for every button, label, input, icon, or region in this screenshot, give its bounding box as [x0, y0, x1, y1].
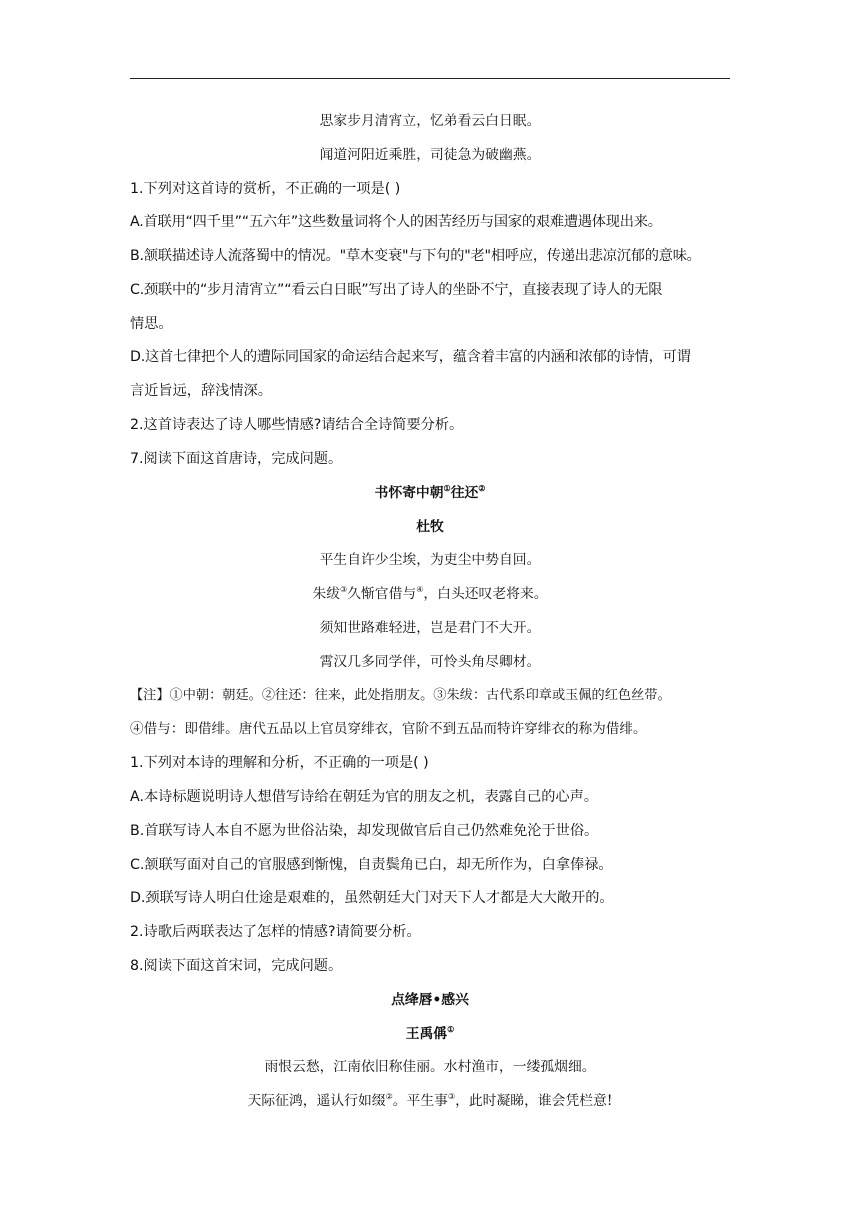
footnote-mark: ③: [447, 1092, 456, 1101]
option-b: B.颔联描述诗人流落蜀中的情况。"草木变衰"与下句的"老"相呼应，传递出悲凉沉郁的意味。: [130, 248, 701, 264]
poem-title: 书怀寄中朝①往还②: [374, 483, 486, 501]
annotation: 【注】①中朝：朝廷。②往还：往来，此处指朋友。③朱绂：古代系印章或玉佩的红色丝带。: [130, 688, 671, 703]
option-c: C.颔联写面对自己的官服感到惭愧，自责鬓角已白，却无所作为，白拿俸禄。: [130, 857, 613, 873]
footnote-mark: ④: [416, 585, 424, 594]
question-heading: 8.阅读下面这首宋词，完成问题。: [130, 958, 343, 974]
poem-line: 平生自许少尘埃，为吏尘中势自回。: [319, 552, 541, 568]
footnote-mark: ③: [340, 585, 348, 594]
option-d-cont: 言近旨远，辞浅情深。: [130, 383, 272, 399]
question-stem: 1.下列对本诗的理解和分析，不正确的一项是( ): [130, 755, 429, 771]
option-c-cont: 情思。: [130, 316, 173, 332]
question-stem: 2.诗歌后两联表达了怎样的情感?请简要分析。: [130, 924, 421, 940]
footnote-mark: ②: [478, 483, 486, 493]
poem-title: 点绛唇•感兴: [391, 992, 469, 1008]
poem-line: 天际征鸿，遥认行如缀②。平生事③，此时凝睇，谁会凭栏意!: [247, 1092, 613, 1109]
question-stem: 2.这首诗表达了诗人哪些情感?请结合全诗简要分析。: [130, 417, 464, 433]
question-stem: 1.下列对这首诗的赏析，不正确的一项是( ): [130, 181, 401, 197]
poem-author: 王禹偁①: [405, 1024, 455, 1042]
option-a: A.本诗标题说明诗人想借写诗给在朝廷为官的朋友之机，表露自己的心声。: [130, 789, 598, 805]
option-c: C.颈联中的“步月清宵立”“看云白日眠”写出了诗人的坐卧不宁，直接表现了诗人的无限: [130, 282, 663, 298]
poem-line: 思家步月清宵立，忆弟看云白日眠。: [319, 113, 541, 129]
poem-line: 须知世路难轻进，岂是君门不大开。: [319, 620, 541, 636]
header-rule: [130, 78, 730, 79]
option-d: D.这首七律把个人的遭际同国家的命运结合起来写，蕴含着丰富的内涵和浓郁的诗情，可谓: [130, 349, 691, 365]
poem-line: 朱绂③久惭官借与④，白头还叹老将来。: [312, 585, 548, 602]
annotation: ④借与：即借绯。唐代五品以上官员穿绯衣，官阶不到五品而特许穿绯衣的称为借绯。: [130, 721, 647, 737]
footnote-mark: ②: [385, 1092, 393, 1101]
poem-line: 闻道河阳近乘胜，司徒急为破幽燕。: [319, 147, 541, 163]
footnote-mark: ①: [447, 1024, 455, 1034]
option-a: A.首联用“四千里”“五六年”这些数量词将个人的困苦经历与国家的艰难遭遇体现出来。: [130, 214, 662, 230]
question-heading: 7.阅读下面这首唐诗，完成问题。: [130, 451, 343, 467]
poem-author: 杜牧: [416, 519, 444, 535]
poem-line: 霄汉几多同学伴，可怜头角尽卿材。: [319, 654, 541, 670]
option-d: D.颈联写诗人明白仕途是艰难的，虽然朝廷大门对天下人才都是大大敞开的。: [130, 890, 614, 906]
footnote-mark: ①: [443, 483, 451, 493]
poem-line: 雨恨云愁，江南依旧称佳丽。水村渔市，一缕孤烟细。: [264, 1059, 596, 1075]
option-b: B.首联写诗人本自不愿为世俗沾染，却发现做官后自己仍然难免沦于世俗。: [130, 823, 599, 839]
